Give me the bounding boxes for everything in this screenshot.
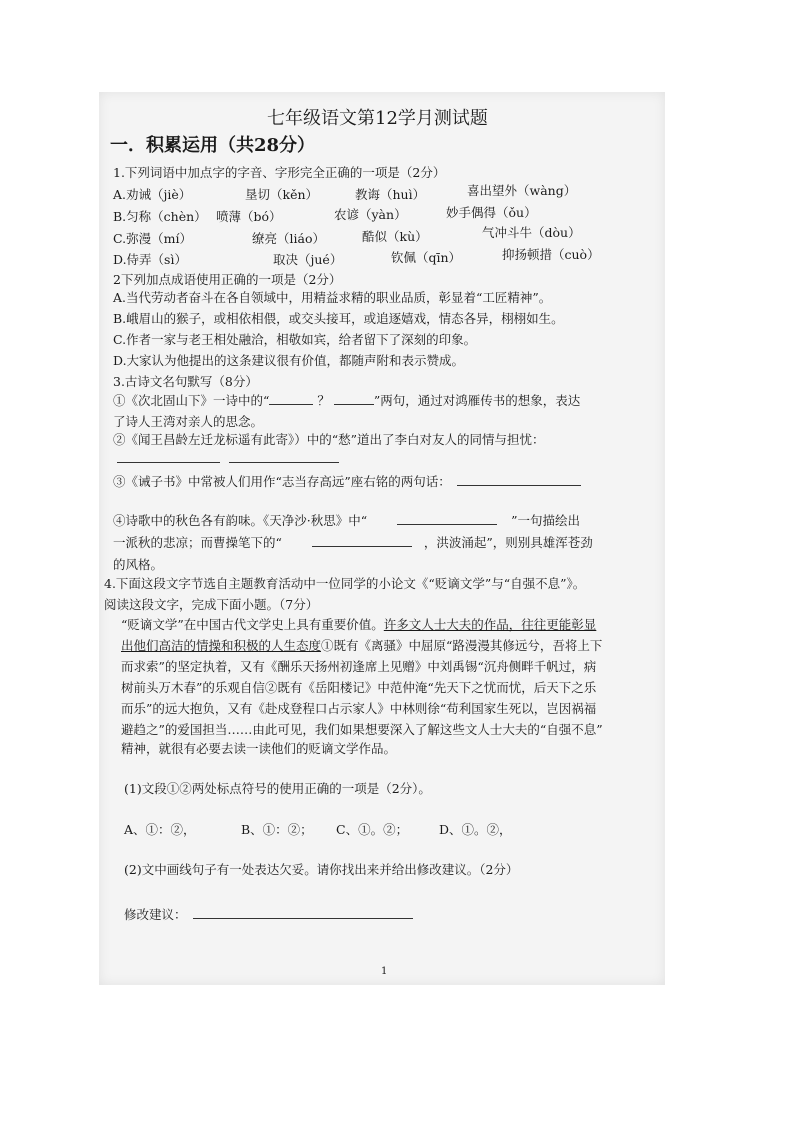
- passage-line: 出他们高洁的情操和积极的人生态度①既有《离骚》中屈原“路漫漫其修远兮，吾将上下: [121, 638, 603, 653]
- answer-blank[interactable]: [397, 512, 497, 525]
- answer-blank[interactable]: [334, 392, 374, 405]
- q4-sub1: (1)文段①②两处标点符号的使用正确的一项是（2分）。: [124, 781, 431, 796]
- q3-item4: ④诗歌中的秋色各有韵味。《天净沙·秋思》中“ ”一句描绘出: [113, 513, 581, 528]
- q4-stem: 4.下面这段文字节选自主题教育活动中一位同学的小论文《“贬谪文学”与“自强不息”》。: [104, 576, 586, 591]
- q3-stem: 3.古诗文名句默写（8分）: [113, 374, 258, 389]
- q1-option: 垦切（kěn）: [245, 187, 319, 202]
- q4-sub1-option-b: B、①：②；: [241, 822, 313, 837]
- q1-option: 教诲（huì）: [355, 187, 426, 202]
- q4-sub2: (2)文中画线句子有一处表达欠妥。请你找出来并给出修改建议。（2分）: [124, 862, 519, 877]
- q1-option: 妙手偶得（ǒu）: [446, 205, 537, 220]
- q4-sub1-option-a: A、①：②，: [124, 822, 196, 837]
- q1-option: A.劝诫（jiè）: [113, 187, 192, 202]
- q4-sub1-option-c: C、①。②；: [336, 822, 409, 837]
- q2-stem: 2下列加点成语使用正确的一项是（2分）: [113, 272, 342, 287]
- answer-blank[interactable]: [457, 473, 581, 486]
- q1-stem: 1.下列词语中加点字的字音、字形完全正确的一项是（2分）: [113, 165, 446, 180]
- answer-blank[interactable]: [193, 906, 413, 919]
- q4-stem-cont: 阅读这段文字，完成下面小题。（7分）: [104, 597, 319, 612]
- q1-option: 抑扬顿措（cuò）: [502, 247, 600, 262]
- passage-line: 树前头万木春”的乐观自信②既有《岳阳楼记》中范仲淹“先天下之忧而忧，后天下之乐: [121, 680, 597, 695]
- passage-line: 精神，就很有必要去读一读他们的贬谪文学作品。: [121, 741, 397, 756]
- q1-option: 缭亮（liáo）: [252, 231, 325, 246]
- page-number: 1: [381, 966, 388, 977]
- answer-blank[interactable]: [312, 534, 412, 547]
- q3-item2: ②《闻王昌龄左迁龙标遥有此寄》）中的“愁”道出了李白对友人的同情与担忧：: [113, 432, 545, 447]
- q1-option: 气冲斗牛（dòu）: [482, 225, 581, 240]
- underlined-sentence: 出他们高洁的情操和积极的人生态度: [121, 638, 322, 653]
- q2-option-d: D.大家认为他提出的这条建议很有价值，都随声附和表示赞成。: [113, 353, 465, 368]
- q3-item4-cont: 一派秋的悲凉；而曹操笔下的“ ，洪波涌起”，则别具雄浑苍劲: [113, 535, 593, 550]
- answer-line[interactable]: [117, 462, 220, 463]
- q1-option: C.弥漫（mí）: [113, 231, 192, 246]
- passage-line: “贬谪文学”在中国古代文学史上具有重要价值。许多文人士大夫的作品，往往更能彰显: [121, 617, 597, 632]
- underlined-sentence: 许多文人士大夫的作品，往往更能彰显: [383, 617, 597, 632]
- q1-option: D.侍弄（sì）: [113, 252, 187, 267]
- page-title: 七年级语文第12学月测试题: [267, 108, 488, 129]
- passage-line: 避趋之”的爱国担当……由此可见，我们如果想要深入了解这些文人士大夫的“自强不息”: [121, 722, 603, 737]
- passage-line: 而乐”的远大抱负，又有《赴戍登程口占示家人》中林则徐“苟利国家生死以，岂因祸福: [121, 701, 597, 716]
- q4-sub2-answer: 修改建议：: [124, 905, 413, 923]
- answer-line[interactable]: [229, 462, 339, 463]
- q1-option: 农谚（yàn）: [334, 207, 407, 222]
- q1-option: B.匀称（chèn）: [113, 209, 207, 224]
- q1-option: 喷薄（bó）: [216, 209, 282, 224]
- q2-option-b: B.峨眉山的猴子，或相依相偎，或交头接耳，或追逐嬉戏，情态各异，栩栩如生。: [113, 311, 564, 326]
- q1-option: 取决（jué）: [273, 252, 343, 267]
- answer-blank[interactable]: [269, 392, 313, 405]
- q2-option-c: C.作者一家与老王相处融洽，相敬如宾，给者留下了深刻的印象。: [113, 332, 477, 347]
- q1-option: 钦佩（qīn）: [391, 250, 462, 265]
- q1-option: 喜出望外（wàng）: [467, 183, 577, 198]
- q3-item1: ①《次北固山下》一诗中的“ ？ ”两句，通过对鸿雁传书的想象，表达: [113, 393, 581, 408]
- q3-item3: ③《诫子书》中常被人们用作“志当存高远”座右铭的两句话：: [113, 472, 581, 490]
- passage-line: 而求索”的坚定执着，又有《酬乐天扬州初逢席上见赠》中刘禹锡“沉舟侧畔千帆过，病: [121, 659, 597, 674]
- q2-option-a: A.当代劳动者奋斗在各自领域中，用精益求精的职业品质，彰显着“工匠精神”。: [113, 290, 552, 305]
- q3-item4-end: 的风格。: [113, 557, 164, 572]
- q1-option: 酷似（kù）: [362, 229, 428, 244]
- section-heading: 一．积累运用（共28分）: [110, 135, 316, 156]
- q3-item1-cont: 了诗人王湾对亲人的思念。: [113, 414, 264, 429]
- q4-sub1-option-d: D、①。②，: [439, 822, 512, 837]
